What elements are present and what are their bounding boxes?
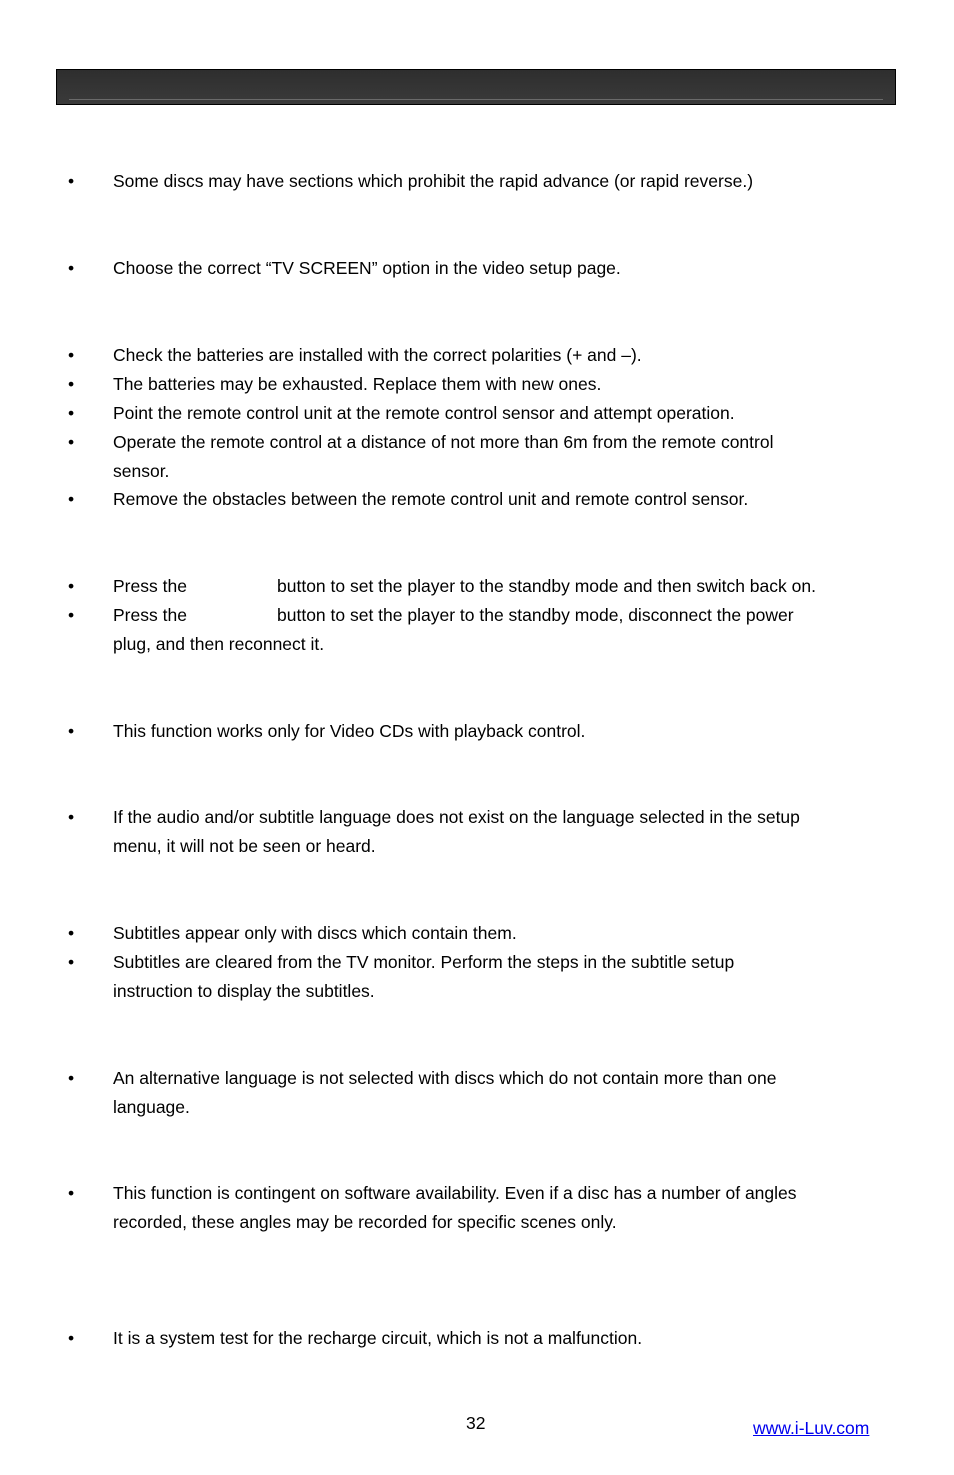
bullet: • [68,576,75,596]
list-item-continuation: recorded, these angles may be recorded for specific scenes only. [113,1212,617,1232]
bullet: • [68,1183,75,1203]
list-item: Operate the remote control at a distance of not more than 6m from the remote control [113,432,774,452]
list-item: Subtitles are cleared from the TV monitor. Perform the steps in the subtitle setup [113,952,735,972]
list-item: Check the batteries are installed with the correct polarities (+ and –). [113,345,642,365]
bullet: • [68,807,75,827]
list-item: Point the remote control unit at the remote control sensor and attempt operation. [113,403,735,423]
header-bar-rule [69,99,883,100]
list-item: Some discs may have sections which prohibit the rapid advance (or rapid reverse.) [113,171,754,191]
list-item: Choose the correct “TV SCREEN” option in the video setup page. [113,258,621,278]
bullet: • [68,952,75,972]
bullet: • [68,432,75,452]
list-item: It is a system test for the recharge circuit, which is not a malfunction. [113,1328,643,1348]
bullet: • [68,403,75,423]
bullet: • [68,1328,75,1348]
list-item: Subtitles appear only with discs which contain them. [113,923,517,943]
list-item-continuation: plug, and then reconnect it. [113,634,325,654]
section-header-bar [56,69,896,105]
list-item: button to set the player to the standby mode, disconnect the power [277,605,794,625]
bullet: • [68,489,75,509]
bullet: • [68,721,75,741]
list-item: The batteries may be exhausted. Replace them with new ones. [113,374,602,394]
list-item: button to set the player to the standby mode and then switch back on. [277,576,816,596]
bullet: • [68,345,75,365]
list-item: This function is contingent on software availability. Even if a disc has a number of angles [113,1183,797,1203]
bullet: • [68,258,75,278]
list-item-continuation: instruction to display the subtitles. [113,981,375,1001]
page-number: 32 [466,1413,486,1433]
website-link[interactable]: www.i-Luv.com [753,1418,870,1438]
list-item-continuation: language. [113,1097,190,1117]
bullet: • [68,374,75,394]
list-item: Remove the obstacles between the remote control unit and remote control sensor. [113,489,749,509]
list-item: This function works only for Video CDs with playback control. [113,721,586,741]
list-item: If the audio and/or subtitle language does not exist on the language selected in the setup [113,807,800,827]
list-item: An alternative language is not selected with discs which do not contain more than one [113,1068,777,1088]
bullet: • [68,1068,75,1088]
list-item-prefix: Press the [113,576,187,596]
bullet: • [68,605,75,625]
list-item-continuation: sensor. [113,461,170,481]
list-item-prefix: Press the [113,605,187,625]
bullet: • [68,923,75,943]
list-item-continuation: menu, it will not be seen or heard. [113,836,376,856]
bullet: • [68,171,75,191]
